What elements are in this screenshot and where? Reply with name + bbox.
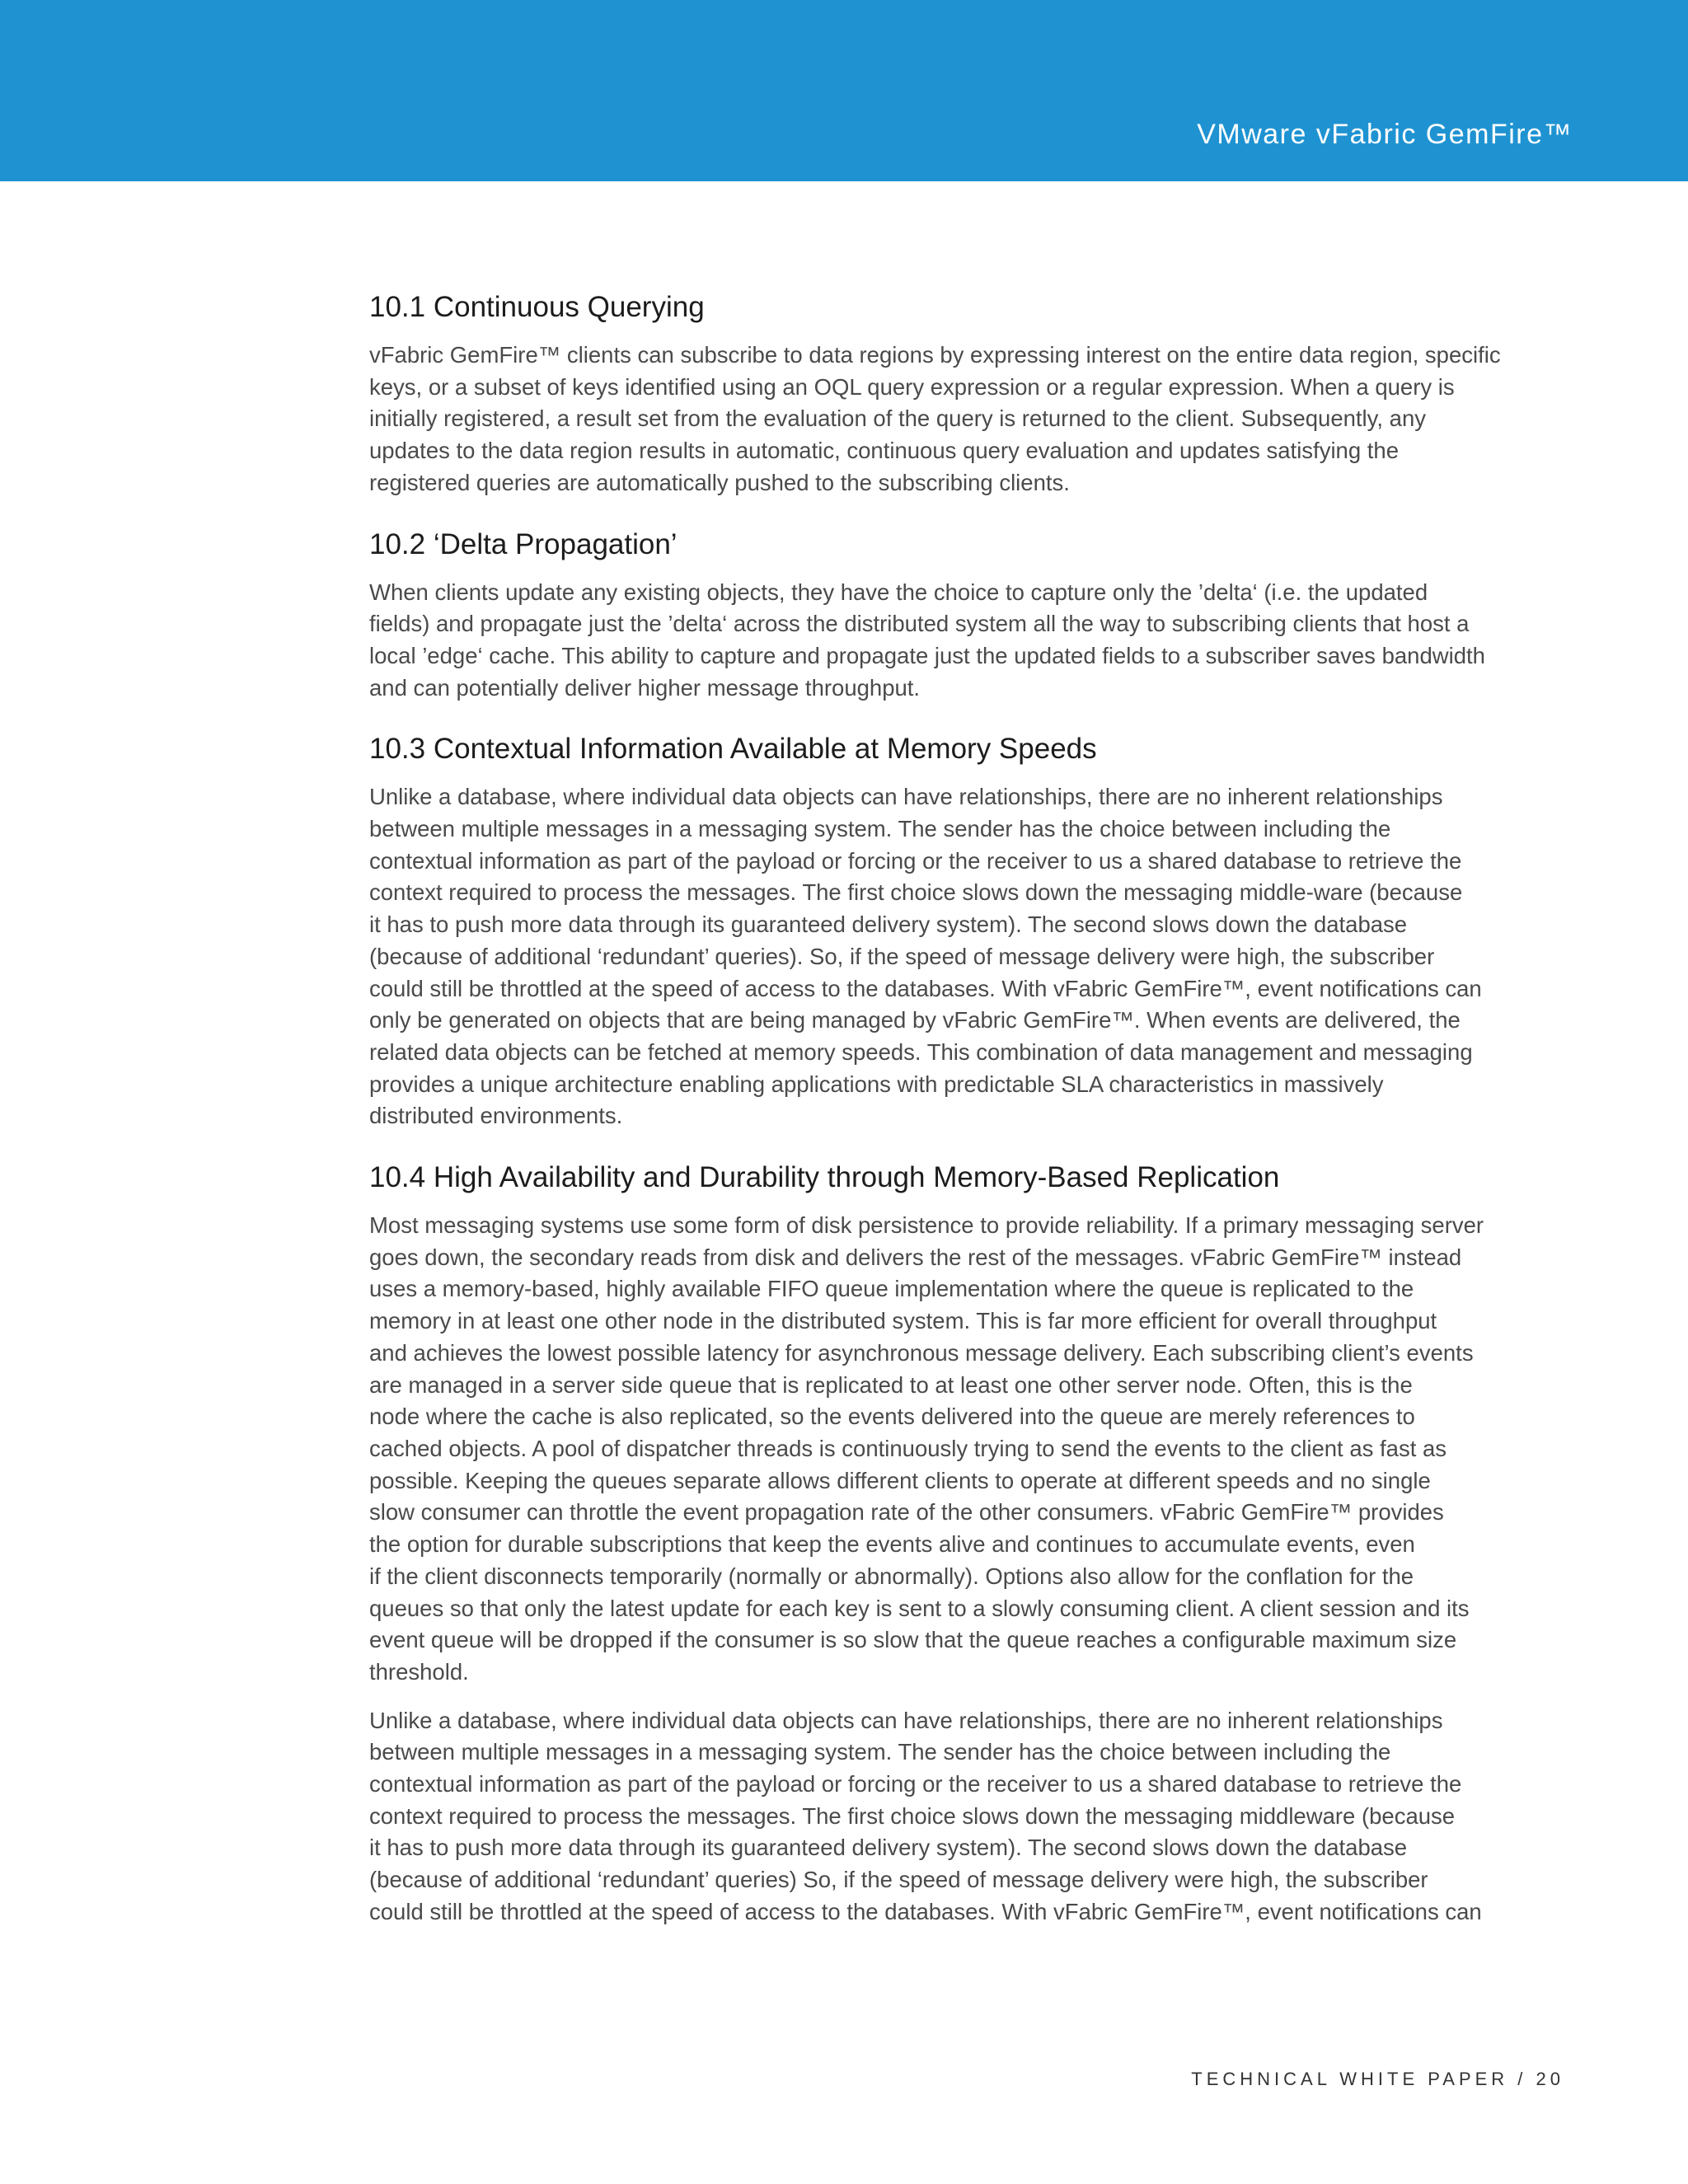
section-heading: 10.4 High Availability and Durability through Memory-Based Replication (369, 1161, 1280, 1194)
section-paragraph: vFabric GemFire™ clients can subscribe to data regions by expressing interest on the entire data region, specific keys, or a subset of keys identified using an OQL query expression or a regular expression. When a query is initially registered, a result set from the evaluation of the query is returned to the client. Subsequently, any updates to the data region results in automatic, continuous query evaluation and updates satisfying the registered queries are automatically pushed to the subscribing clients. (369, 342, 1501, 495)
section-paragraph: Unlike a database, where individual data objects can have relationships, there are no inherent relationships between multiple messages in a messaging system. The sender has the choice between including the contextual information as part of the payload or forcing or the receiver to us a shared database to retrieve the context required to process the messages. The first choice slows down the messaging middleware (because it has to push more data through its guaranteed delivery system). The second slows down the database (because of additional ‘redundant’ queries) So, if the speed of message delivery were high, the subscriber could still be throttled at the speed of access to the databases. With vFabric GemFire™, event notifications can (369, 1707, 1482, 1924)
section-heading: 10.1 Continuous Querying (369, 291, 705, 323)
page-footer: TECHNICAL WHITE PAPER / 20 (1191, 2069, 1564, 2089)
document-content (369, 290, 1566, 1957)
section-continuous-querying (369, 290, 1566, 499)
section-paragraph: Unlike a database, where individual data objects can have relationships, there are no inherent relationships between multiple messages in a messaging system. The sender has the choice between including the contextual information as part of the payload or forcing or the receiver to us a shared database to retrieve the context required to process the messages. The first choice slows down the messaging middle-ware (because it has to push more data through its guaranteed delivery system). The second slows down the database (because of additional ‘redundant’ queries). So, if the speed of message delivery were high, the subscriber could still be throttled at the speed of access to the databases. With vFabric GemFire™, event notifications can only be generated on objects that are being managed by vFabric GemFire™. When events are delivered, the related data objects can be fetched at memory speeds. This combination of data management and messaging provides a unique architecture enabling applications with predictable SLA characteristics in massively distributed environments. (369, 784, 1482, 1129)
section-contextual-information (369, 732, 1566, 1132)
section-heading: 10.2 ‘Delta Propagation’ (369, 527, 678, 560)
section-paragraph: When clients update any existing objects, they have the choice to capture only the ’delta‘ (i.e. the updated fields) and propagate just the ’delta‘ across the distributed system all the way to subscribing clients that host a local ’edge‘ cache. This ability to capture and propagate just the updated fields to a subscriber saves bandwidth and can potentially deliver higher message throughput. (369, 579, 1485, 701)
section-high-availability (369, 1160, 1566, 1928)
section-heading: 10.3 Contextual Information Available at Memory Speeds (369, 733, 1097, 766)
section-paragraph: Most messaging systems use some form of disk persistence to provide reliability. If a primary messaging server goes down, the secondary reads from disk and delivers the rest of the messages. vFabric GemFire™ instead uses a memory-based, highly available FIFO queue implementation where the queue is replicated to the memory in at least one other node in the distributed system. This is far more efficient for overall throughput and achieves the lowest possible latency for asynchronous message delivery. Each subscribing client’s events are managed in a server side queue that is replicated to at least one other server node. Often, this is the node where the cache is also replicated, so the events delivered into the queue are merely references to cached objects. A pool of dispatcher threads is continuously trying to send the events to the client as fast as possible. Keeping the queues separate allows different clients to operate at different speeds and no single slow consumer can throttle the event propagation rate of the other consumers. vFabric GemFire™ provides the option for durable subscriptions that keep the events alive and continues to accumulate events, even if the client disconnects temporarily (normally or abnormally). Options also allow for the conflation for the queues so that only the latest update for each key is sent to a slowly consuming client. A client session and its event queue will be dropped if the consumer is so slow that the queue reaches a configurable maximum size threshold. (369, 1212, 1484, 1685)
header-band (0, 0, 1688, 181)
section-delta-propagation (369, 527, 1566, 705)
header-title: VMware vFabric GemFire™ (1197, 119, 1573, 150)
